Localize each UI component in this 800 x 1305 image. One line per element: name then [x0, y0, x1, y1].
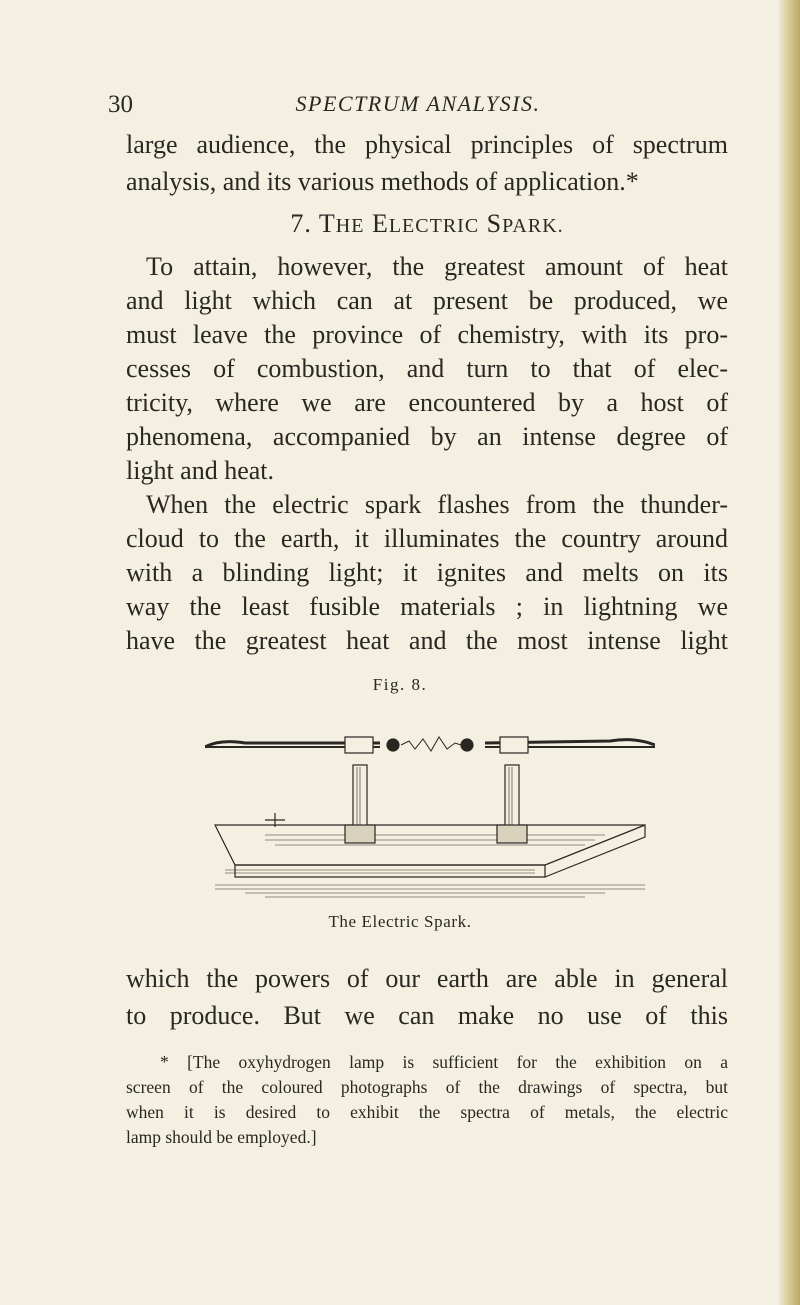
body-line: cesses of combustion, and turn to that of elec- [126, 354, 728, 383]
body-line: must leave the province of chemistry, with its pro- [126, 320, 728, 349]
footnote-line: * [The oxyhydrogen lamp is sufficient for the exhibition on a [160, 1052, 728, 1072]
section-number: 7. [290, 209, 312, 238]
page-header [108, 91, 728, 121]
page-number: 30 [108, 91, 133, 118]
body-line: way the least fusible materials ; in lightning we [126, 592, 728, 621]
section-title-word: SPARK. [486, 209, 564, 238]
spark [401, 737, 461, 751]
body-line: cloud to the earth, it illuminates the country around [126, 524, 728, 553]
section-title-word: THE [318, 209, 365, 238]
running-title: SPECTRUM ANALYSIS. [295, 91, 541, 116]
footnote-line: screen of the coloured photographs of the drawings of spectra, but [126, 1077, 728, 1097]
body-line: To attain, however, the greatest amount of heat [146, 252, 728, 281]
body-line: When the electric spark flashes from the thunder- [146, 490, 728, 519]
body-line: phenomena, accompanied by an intense degree of [126, 422, 728, 451]
electric-spark-illustration [205, 715, 655, 900]
body-line: large audience, the physical principles of spectrum [126, 130, 728, 159]
section-title-word: ELECTRIC [371, 209, 480, 238]
body-line: light and heat. [126, 456, 275, 485]
body-line: have the greatest heat and the most intense light [126, 626, 728, 655]
body-line: with a blinding light; it ignites and melts on its [126, 558, 728, 587]
page-edge [778, 0, 800, 1305]
footnote-line: lamp should be employed.] [126, 1127, 317, 1147]
body-line: tricity, where we are encountered by a host of [126, 388, 728, 417]
figure-label: Fig. 8. [372, 675, 428, 694]
figure-caption: The Electric Spark. [328, 912, 472, 931]
body-line: and light which can at present be produced, we [126, 286, 728, 315]
body-line: analysis, and its various methods of application.* [126, 167, 639, 196]
footnote-line: when it is desired to exhibit the spectra of metals, the electric [126, 1102, 728, 1122]
body-line: to produce. But we can make no use of this [126, 1001, 728, 1030]
body-line: which the powers of our earth are able in general [126, 964, 728, 993]
section-heading [126, 207, 728, 243]
